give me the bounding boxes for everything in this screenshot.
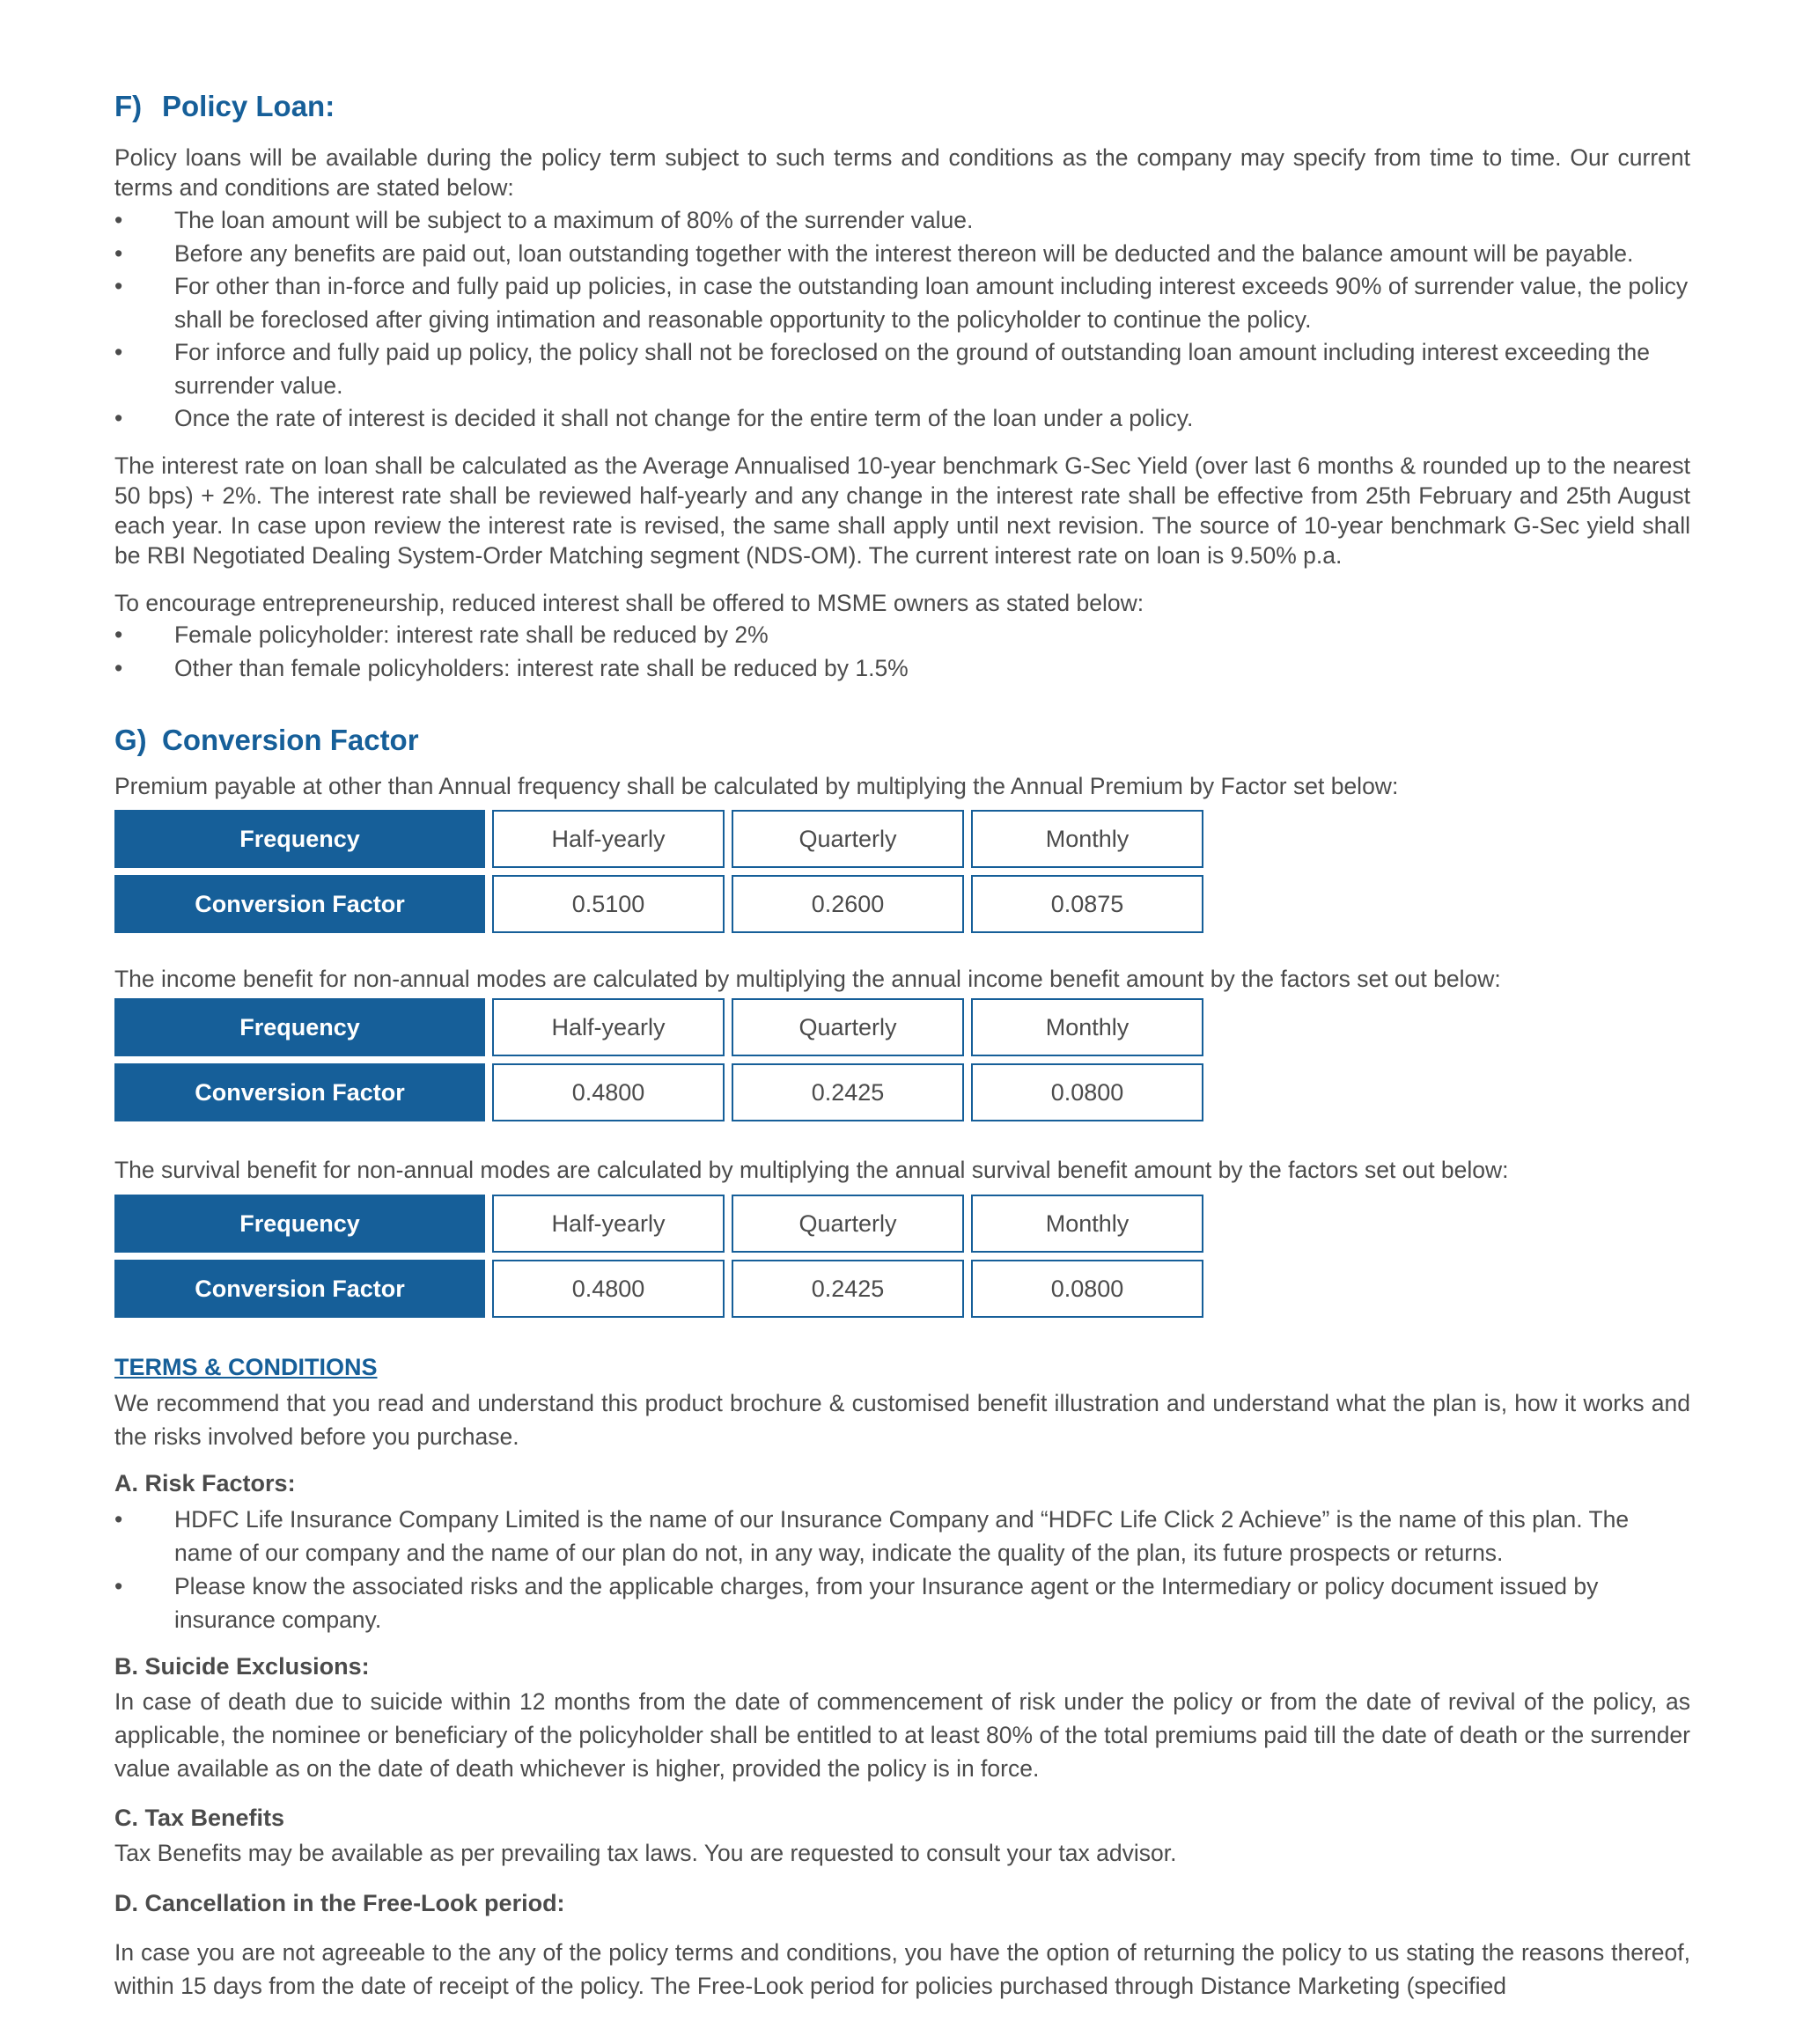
table-cell: 0.4800: [492, 1260, 725, 1318]
table-cell: Quarterly: [732, 998, 964, 1056]
table-row: [114, 998, 1203, 1056]
table-cell: Monthly: [971, 998, 1203, 1056]
bullet-icon: •: [114, 654, 123, 681]
msme-bullets: [114, 619, 1690, 685]
table-row: [114, 1260, 1203, 1318]
section-letter: F): [114, 90, 143, 122]
table-cell: 0.0800: [971, 1260, 1203, 1318]
table-row: [114, 810, 1203, 868]
row-label: Frequency: [114, 1195, 485, 1253]
list-item: • For inforce and fully paid up policy, the policy shall not be foreclosed on the ground of outstanding loan amount including interest exceeding the surrender value.: [114, 336, 1690, 402]
survival-benefit-factor-intro: The survival benefit for non-annual modes are calculated by multiplying the annual survival benefit amount by the factors set out below:: [114, 1157, 1509, 1183]
table-cell: Quarterly: [732, 1195, 964, 1253]
list-item: • HDFC Life Insurance Company Limited is the name of our Insurance Company and “HDFC Life Click 2 Achieve” is the name of this plan. The name of our company and the name of our plan do not, in any way, indicate the quality of the plan, its future prospects or returns.: [114, 1503, 1690, 1570]
policy-loan-bullets: [114, 204, 1690, 436]
list-item: • Please know the associated risks and the applicable charges, from your Insurance agent or the Intermediary or policy document issued by insurance company.: [114, 1570, 1690, 1636]
income-benefit-factor-intro: The income benefit for non-annual modes are calculated by multiplying the annual income benefit amount by the factors set out below:: [114, 966, 1501, 992]
tax-benefits-text: Tax Benefits may be available as per prevailing tax laws. You are requested to consult your tax advisor.: [114, 1840, 1177, 1866]
bullet-icon: •: [114, 239, 123, 267]
row-label: Conversion Factor: [114, 875, 485, 933]
table-cell: Half-yearly: [492, 998, 725, 1056]
tax-benefits-heading: C. Tax Benefits: [114, 1805, 285, 1831]
premium-conversion-table: [107, 803, 1211, 940]
bullet-icon: •: [114, 621, 123, 648]
income-benefit-conversion-table: [107, 991, 1211, 1129]
list-item: • Once the rate of interest is decided it shall not change for the entire term of the loan under a policy.: [114, 402, 1690, 436]
list-item: • The loan amount will be subject to a maximum of 80% of the surrender value.: [114, 204, 1690, 238]
bullet-icon: •: [114, 1506, 123, 1533]
table-cell: 0.4800: [492, 1063, 725, 1121]
table-cell: Half-yearly: [492, 1195, 725, 1253]
list-item: • Female policyholder: interest rate shall be reduced by 2%: [114, 619, 1690, 652]
premium-factor-intro: Premium payable at other than Annual frequency shall be calculated by multiplying the Annual Premium by Factor set below:: [114, 773, 1399, 799]
section-title: Policy Loan:: [162, 90, 335, 122]
table-cell: 0.2425: [732, 1260, 964, 1318]
row-label: Conversion Factor: [114, 1260, 485, 1318]
table-row: [114, 1063, 1203, 1121]
table-cell: 0.0875: [971, 875, 1203, 933]
row-label: Frequency: [114, 998, 485, 1056]
free-look-text: In case you are not agreeable to the any of the policy terms and conditions, you have the option of returning the policy to us stating the reasons thereof, within 15 days from the date of receipt of the policy. The Free-Look period for policies purchased through Distance Marketing (specified: [114, 1939, 1690, 1999]
bullet-icon: •: [114, 1573, 123, 1599]
section-letter: G): [114, 724, 147, 756]
table-cell: 0.5100: [492, 875, 725, 933]
table-cell: 0.2425: [732, 1063, 964, 1121]
bullet-icon: •: [114, 405, 123, 431]
suicide-exclusions-text: In case of death due to suicide within 12 months from the date of commencement of risk under the policy or from the date of revival of the policy, as applicable, the nominee or beneficiary of the policyholder shall be entitled to at least 80% of the total premiums paid till the date of death or the surrender value available as on the date of death whichever is higher, provided the policy is in force.: [114, 1688, 1690, 1782]
table-cell: Half-yearly: [492, 810, 725, 868]
free-look-heading: D. Cancellation in the Free-Look period:: [114, 1890, 565, 1916]
msme-intro: To encourage entrepreneurship, reduced interest shall be offered to MSME owners as stated below:: [114, 590, 1144, 616]
table-cell: Monthly: [971, 1195, 1203, 1253]
table-row: [114, 875, 1203, 933]
list-item: • Before any benefits are paid out, loan outstanding together with the interest thereon will be deducted and the balance amount will be payable.: [114, 238, 1690, 271]
list-item: • Other than female policyholders: interest rate shall be reduced by 1.5%: [114, 652, 1690, 686]
list-item: • For other than in-force and fully paid up policies, in case the outstanding loan amount including interest exceeds 90% of surrender value, the policy shall be foreclosed after giving intimation and reasonable opportunity to the policyholder to continue the policy.: [114, 270, 1690, 336]
row-label: Conversion Factor: [114, 1063, 485, 1121]
suicide-exclusions-heading: B. Suicide Exclusions:: [114, 1653, 370, 1680]
section-heading-conversion-factor: [114, 724, 419, 757]
bullet-icon: •: [114, 339, 123, 365]
table-cell: Monthly: [971, 810, 1203, 868]
table-cell: 0.0800: [971, 1063, 1203, 1121]
bullet-icon: •: [114, 207, 123, 233]
risk-factors-bullets: [114, 1503, 1690, 1636]
row-label: Frequency: [114, 810, 485, 868]
table-cell: Quarterly: [732, 810, 964, 868]
interest-rate-paragraph: The interest rate on loan shall be calculated as the Average Annualised 10-year benchmark G-Sec Yield (over last 6 months & rounded up to the nearest 50 bps) + 2%. The interest rate shall be reviewed half-yearly and any change in the interest rate shall be effective from 25th February and 25th August each year. In case upon review the interest rate is revised, the same shall apply until next revision. The source of 10-year benchmark G-Sec yield shall be RBI Negotiated Dealing System-Order Matching segment (NDS-OM). The current interest rate on loan is 9.50% p.a.: [114, 452, 1690, 569]
table-row: [114, 1195, 1203, 1253]
bullet-icon: •: [114, 273, 123, 299]
risk-factors-heading: A. Risk Factors:: [114, 1470, 296, 1496]
terms-heading: TERMS & CONDITIONS: [114, 1354, 378, 1380]
survival-benefit-conversion-table: [107, 1187, 1211, 1325]
policy-loan-intro: Policy loans will be available during the policy term subject to such terms and conditions as the company may specify from time to time. Our current terms and conditions are stated below:: [114, 144, 1690, 201]
terms-intro: We recommend that you read and understand this product brochure & customised benefit illustration and understand what the plan is, how it works and the risks involved before you purchase.: [114, 1390, 1690, 1450]
table-cell: 0.2600: [732, 875, 964, 933]
section-title: Conversion Factor: [162, 724, 419, 756]
section-heading-policy-loan: [114, 90, 335, 123]
